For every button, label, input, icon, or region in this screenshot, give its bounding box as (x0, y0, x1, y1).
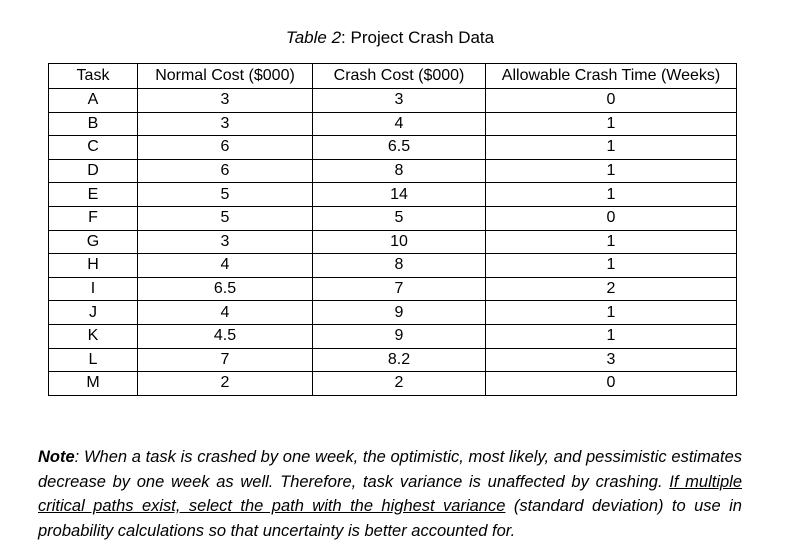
cell-crash-cost: 8 (313, 159, 486, 183)
cell-normal-cost: 2 (138, 372, 313, 396)
header-allowable-crash-time: Allowable Crash Time (Weeks) (486, 64, 737, 89)
cell-normal-cost: 5 (138, 206, 313, 230)
cell-task: K (49, 324, 138, 348)
cell-crash-cost: 8.2 (313, 348, 486, 372)
cell-normal-cost: 6.5 (138, 277, 313, 301)
caption-label: Table 2 (285, 28, 342, 47)
crash-data-table (48, 63, 737, 396)
cell-crash-time: 1 (486, 324, 737, 348)
cell-task: L (49, 348, 138, 372)
cell-crash-cost: 2 (313, 372, 486, 396)
table-row (49, 277, 737, 301)
note-colon: : (74, 448, 80, 466)
cell-task: M (49, 372, 138, 396)
cell-crash-time: 0 (486, 206, 737, 230)
cell-task: D (49, 159, 138, 183)
cell-task: A (49, 89, 138, 113)
header-normal-cost: Normal Cost ($000) (138, 64, 313, 89)
cell-crash-cost: 8 (313, 254, 486, 278)
note-paragraph (38, 445, 742, 543)
cell-normal-cost: 5 (138, 183, 313, 207)
table-row (49, 372, 737, 396)
cell-crash-time: 1 (486, 183, 737, 207)
cell-crash-time: 1 (486, 254, 737, 278)
cell-normal-cost: 7 (138, 348, 313, 372)
table-row (49, 206, 737, 230)
cell-task: G (49, 230, 138, 254)
cell-crash-time: 1 (486, 136, 737, 160)
header-crash-cost: Crash Cost ($000) (313, 64, 486, 89)
table-row (49, 112, 737, 136)
cell-task: F (49, 206, 138, 230)
cell-crash-cost: 10 (313, 230, 486, 254)
cell-crash-time: 1 (486, 112, 737, 136)
table-row (49, 159, 737, 183)
table-caption (0, 27, 780, 49)
cell-normal-cost: 6 (138, 136, 313, 160)
table-row (49, 89, 737, 113)
cell-normal-cost: 6 (138, 159, 313, 183)
cell-crash-time: 1 (486, 159, 737, 183)
table-row (49, 324, 737, 348)
cell-crash-time: 0 (486, 89, 737, 113)
table-row (49, 254, 737, 278)
cell-crash-time: 3 (486, 348, 737, 372)
cell-task: B (49, 112, 138, 136)
cell-crash-time: 1 (486, 230, 737, 254)
note-text-1: When a task is crashed by one week, the optimistic, most likely, and pessimistic estimates decrease by one week as well. Therefore, task variance is unaffected by crashing. (38, 448, 742, 491)
cell-normal-cost: 3 (138, 112, 313, 136)
cell-crash-cost: 9 (313, 301, 486, 325)
cell-task: H (49, 254, 138, 278)
cell-normal-cost: 4 (138, 301, 313, 325)
note-underlined-text: If multiple critical paths exist, select the path with the highest variance (38, 472, 743, 515)
cell-normal-cost: 3 (138, 230, 313, 254)
cell-crash-cost: 9 (313, 324, 486, 348)
note-label: Note (38, 448, 75, 466)
cell-crash-cost: 7 (313, 277, 486, 301)
table-row (49, 136, 737, 160)
table-row (49, 183, 737, 207)
cell-crash-cost: 3 (313, 89, 486, 113)
header-task: Task (49, 64, 138, 89)
cell-normal-cost: 3 (138, 89, 313, 113)
cell-crash-cost: 14 (313, 183, 486, 207)
cell-crash-cost: 6.5 (313, 136, 486, 160)
header-row (49, 64, 737, 89)
cell-normal-cost: 4.5 (138, 324, 313, 348)
cell-task: C (49, 136, 138, 160)
table-row (49, 301, 737, 325)
note-text-2: (standard deviation) to use in probability calculations so that uncertainty is better accounted for. (38, 497, 742, 540)
cell-task: E (49, 183, 138, 207)
cell-task: J (49, 301, 138, 325)
table-row (49, 230, 737, 254)
cell-crash-time: 2 (486, 277, 737, 301)
cell-crash-time: 0 (486, 372, 737, 396)
cell-crash-time: 1 (486, 301, 737, 325)
caption-text: : Project Crash Data (341, 28, 495, 47)
cell-crash-cost: 4 (313, 112, 486, 136)
cell-normal-cost: 4 (138, 254, 313, 278)
cell-task: I (49, 277, 138, 301)
cell-crash-cost: 5 (313, 206, 486, 230)
table-row (49, 348, 737, 372)
